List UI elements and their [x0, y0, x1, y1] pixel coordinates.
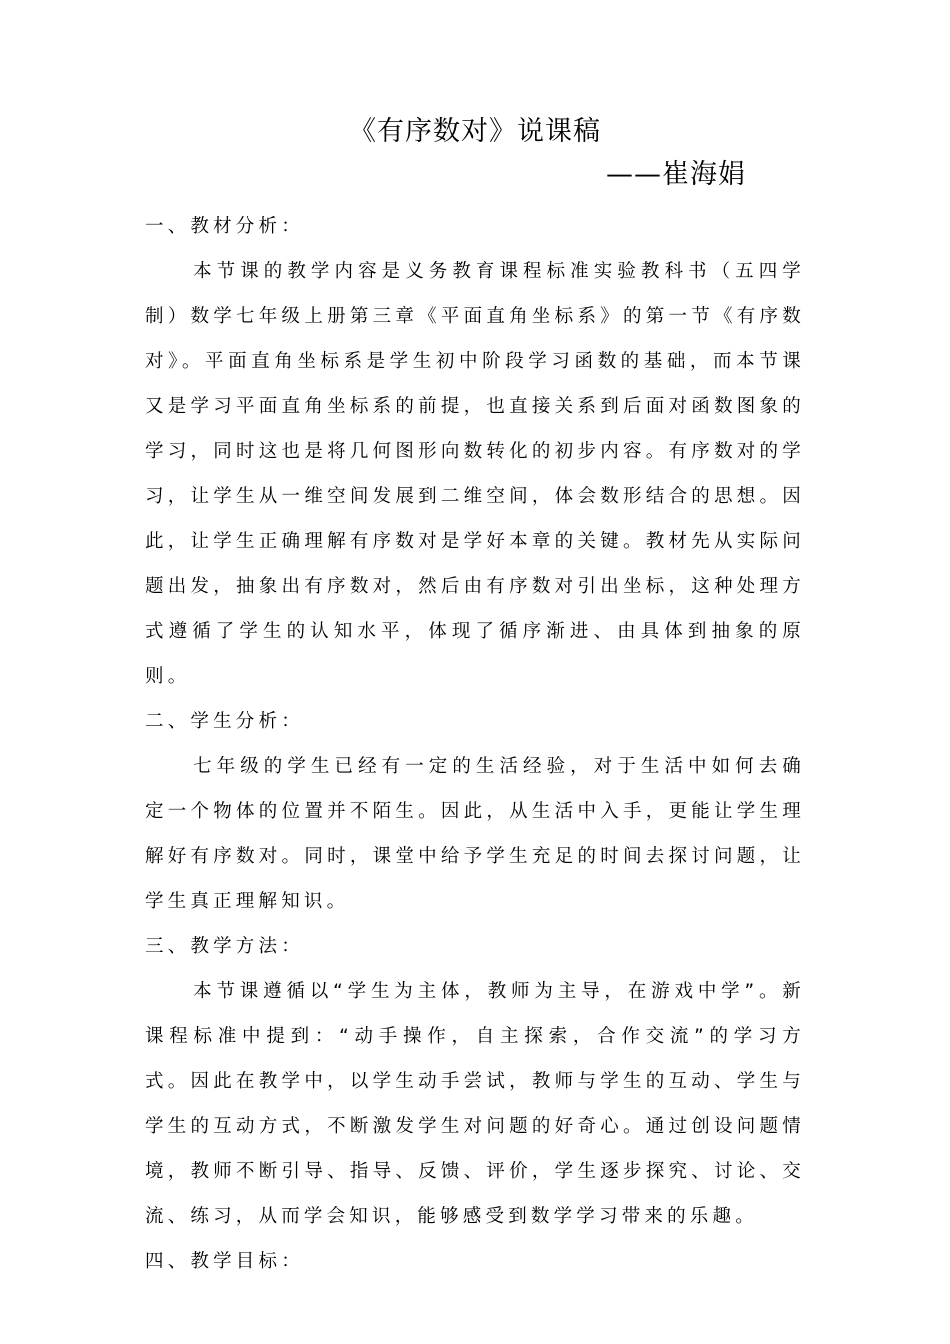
section-paragraph: 本节课的教学内容是义务教育课程标准实验教科书（五四学制）数学七年级上册第三章《平面直角坐标系》的第一节《有序数对》。平面直角坐标系是学生初中阶段学习函数的基础，而本节课又是学习平面直角坐标系的前提，也直接关系到后面对函数图象的学习，同时这也是将几何图形向数转化的初步内容。有序数对的学习，让学生从一维空间发展到二维空间，体会数形结合的思想。因此，让学生正确理解有序数对是学好本章的关键。教材先从实际问题出发，抽象出有序数对，然后由有序数对引出坐标，这种处理方式遵循了学生的认知水平，体现了循序渐进、由具体到抽象的原则。	[145, 261, 805, 687]
section-heading: 二、学生分析：	[145, 711, 304, 732]
section-teaching-objectives	[145, 1239, 805, 1284]
document-author: ——崔海娟	[606, 159, 746, 190]
section-teaching-methods	[145, 924, 805, 1239]
section-paragraph: 七年级的学生已经有一定的生活经验，对于生活中如何去确定一个物体的位置并不陌生。因此，从生活中入手，更能让学生理解好有序数对。同时，课堂中给予学生充足的时间去探讨问题，让学生真正理解知识。	[145, 756, 805, 912]
section-paragraph: 本节课遵循以“学生为主体，教师为主导，在游戏中学”。新课程标准中提到：“动手操作，自主探索，合作交流”的学习方式。因此在教学中，以学生动手尝试，教师与学生的互动、学生与学生的互动方式，不断激发学生对问题的好奇心。通过创设问题情境，教师不断引导、指导、反馈、评价，学生逐步探究、讨论、交流、练习，从而学会知识，能够感受到数学学习带来的乐趣。	[145, 981, 805, 1227]
section-textbook-analysis	[145, 204, 805, 699]
document-title: 《有序数对》说课稿	[349, 116, 601, 147]
section-heading: 四、教学目标：	[145, 1251, 304, 1272]
section-student-analysis	[145, 699, 805, 924]
document-body	[145, 204, 805, 1284]
section-heading: 三、教学方法：	[145, 936, 304, 957]
section-heading: 一、教材分析：	[145, 216, 304, 237]
